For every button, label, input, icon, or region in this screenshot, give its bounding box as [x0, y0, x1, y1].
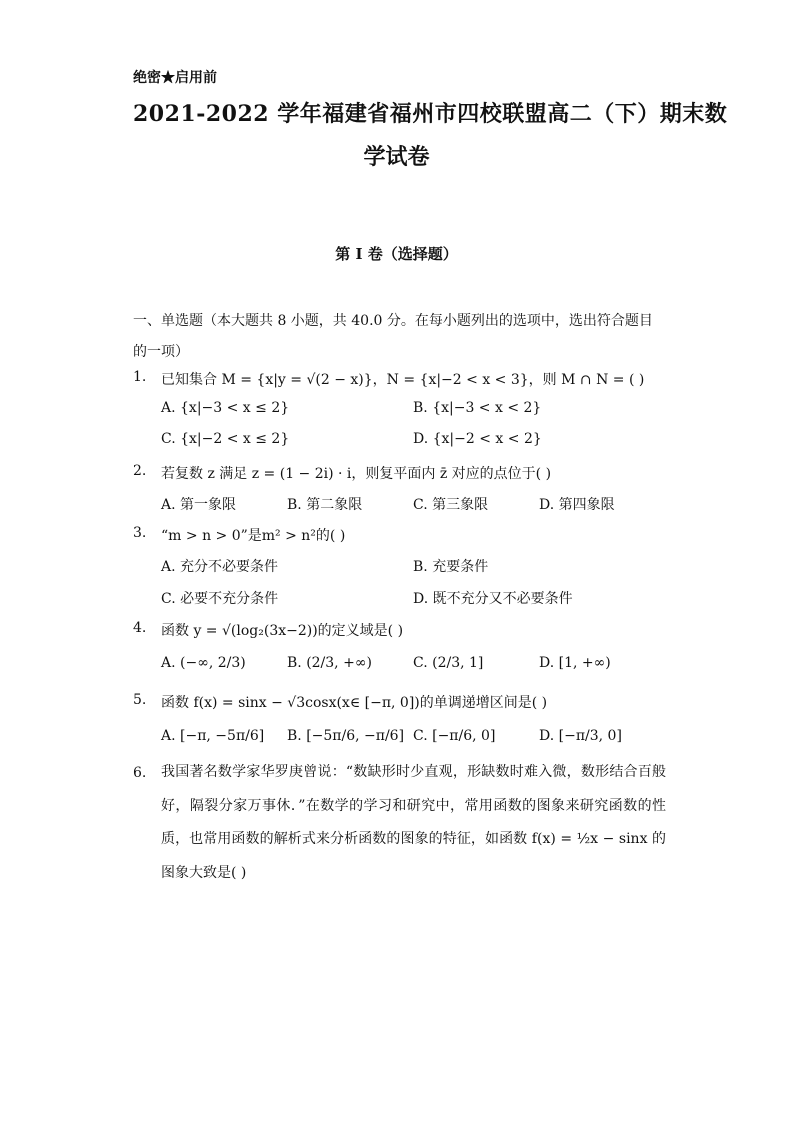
option-d: D. {x|−2 < x < 2}: [413, 431, 542, 447]
question-stem: 我国著名数学家华罗庚曾说：“数缺形时少直观，形缺数时难入微，数形结合百般好，隔裂分家万事休．”在数学的学习和研究中，常用函数的图象来研究函数的性质，也常用函数的解析式来分析函数的图象的特征，如函数 f(x) = ½x − sinx 的图象大致是( ): [161, 764, 666, 881]
option-c: C. 必要不充分条件: [161, 591, 279, 607]
option-b: B. [−5π/6, −π/6]: [287, 728, 405, 744]
option-d: D. 既不充分又不必要条件: [413, 591, 573, 607]
question-stem: “m > n > 0”是m² > n²的( ): [161, 528, 346, 544]
volume-label: 第 I 卷（选择题）: [335, 245, 458, 263]
exam-title-line1: 2021-2022 学年福建省福州市四校联盟高二（下）期末数: [133, 101, 728, 127]
secret-label: 绝密★启用前: [133, 70, 217, 86]
question-stem: 若复数 z 满足 z = (1 − 2i) · i，则复平面内 z̄ 对应的点位于( ): [161, 466, 552, 482]
question-number: 5.: [133, 692, 147, 708]
option-a: A. 第一象限: [161, 497, 237, 513]
section-intro: 一、单选题（本大题共 8 小题，共 40.0 分。在每小题列出的选项中，选出符合题目的一项）: [133, 313, 653, 360]
option-c: C. (2/3, 1]: [413, 655, 484, 671]
option-c: C. {x|−2 < x ≤ 2}: [161, 431, 290, 447]
question-number: 1.: [133, 369, 147, 385]
option-b: B. 充要条件: [413, 559, 489, 575]
question-stem: 已知集合 M = {x|y = √(2 − x)}，N = {x|−2 < x < 3}，则 M ∩ N = ( ): [161, 372, 645, 388]
question-number: 3.: [133, 525, 147, 541]
question-stem: 函数 y = √(log₂(3x−2))的定义域是( ): [161, 623, 404, 639]
option-a: A. (−∞, 2/3): [161, 655, 246, 671]
option-b: B. (2/3, +∞): [287, 655, 372, 671]
exam-title-line2: 学试卷: [363, 144, 430, 170]
option-a: A. {x|−3 < x ≤ 2}: [161, 400, 290, 416]
option-b: B. {x|−3 < x < 2}: [413, 400, 542, 416]
option-a: A. [−π, −5π/6]: [161, 728, 265, 744]
option-d: D. [−π/3, 0]: [539, 728, 622, 744]
option-b: B. 第二象限: [287, 497, 363, 513]
option-c: C. [−π/6, 0]: [413, 728, 496, 744]
question-number: 6.: [133, 765, 147, 781]
question-stem: 函数 f(x) = sinx − √3cosx(x∈ [−π, 0])的单调递增区间是( ): [161, 695, 548, 711]
option-a: A. 充分不必要条件: [161, 559, 279, 575]
option-d: D. [1, +∞): [539, 655, 611, 671]
option-d: D. 第四象限: [539, 497, 615, 513]
question-number: 4.: [133, 620, 147, 636]
question-number: 2.: [133, 463, 147, 479]
option-c: C. 第三象限: [413, 497, 489, 513]
